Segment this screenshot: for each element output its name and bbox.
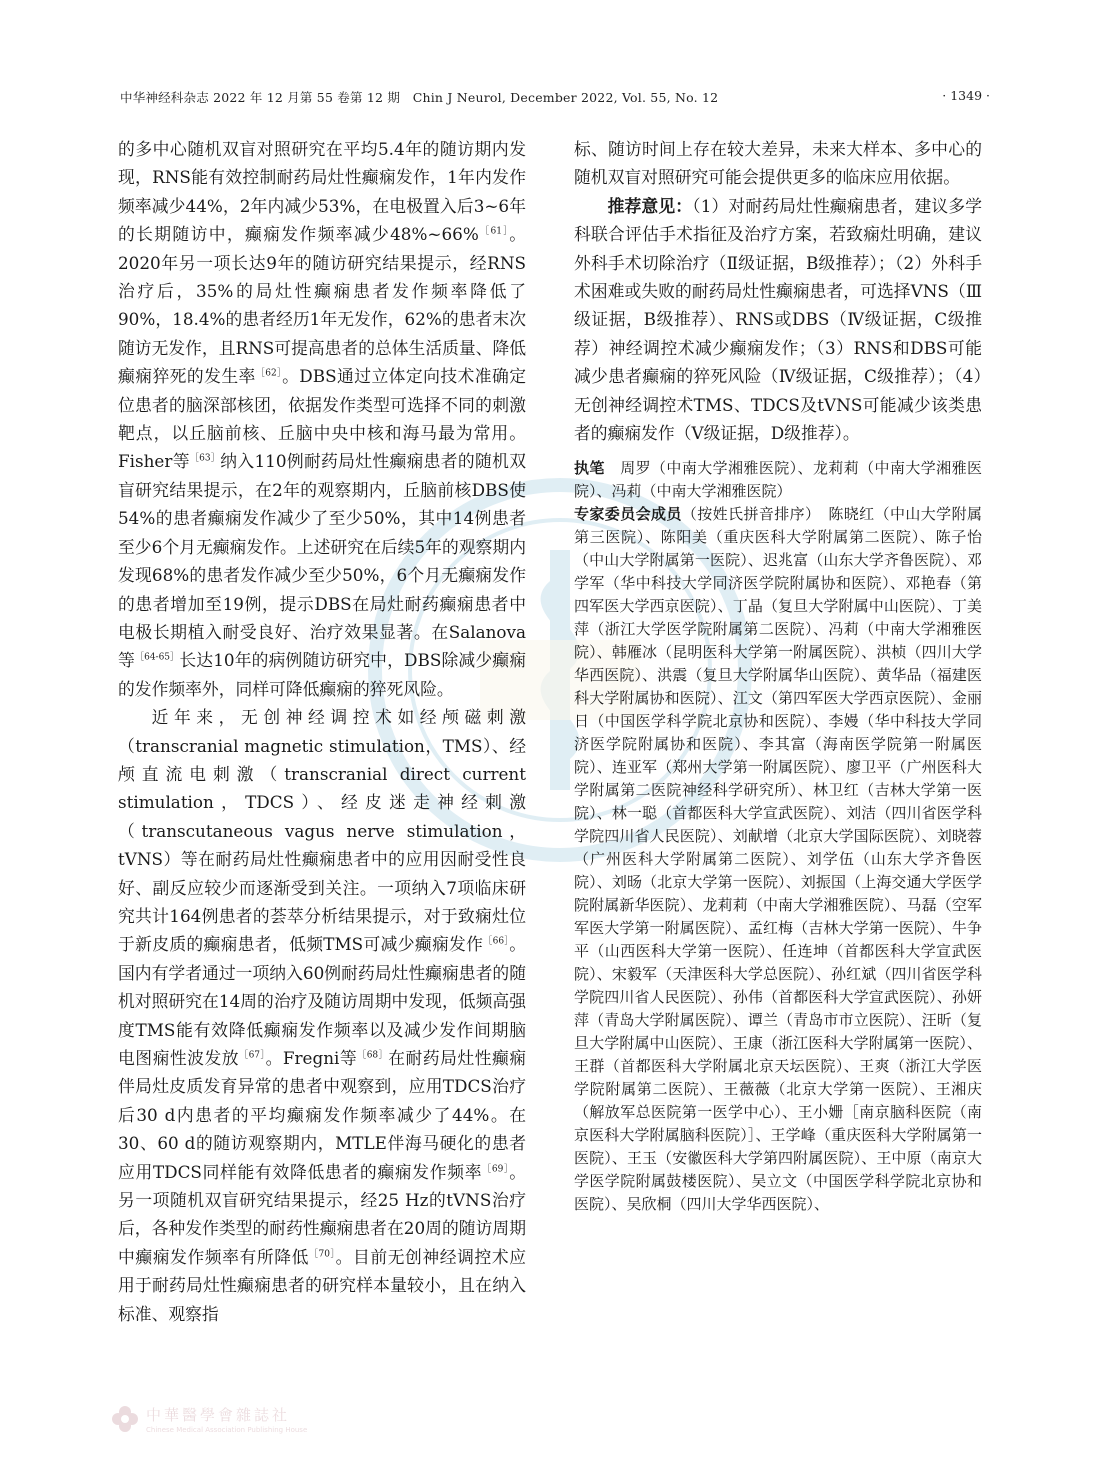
citation-67[interactable]: ［67］ bbox=[239, 1050, 266, 1061]
citation-66[interactable]: ［66］ bbox=[483, 936, 510, 947]
right-column bbox=[574, 135, 982, 1216]
publisher-name-cn: 中華醫學會雜誌社 bbox=[146, 1406, 291, 1424]
citation-62[interactable]: ［62］ bbox=[255, 368, 283, 379]
citation-70[interactable]: ［70］ bbox=[308, 1249, 336, 1260]
paragraph-noninvasive: 近年来，无创神经调控术如经颅磁刺激（transcranial magnetic stimulation，TMS）、经颅直流电刺激（transcranial direct current stimulation，TDCS）、经皮迷走神经刺激（transcutaneous vagus nerve stimulation，tVNS）等在耐药局灶性癫痫患者中的应用因耐受性良好、副反应较少而逐渐受到关注。一项纳入7项临床研究共计164例患者的荟萃分析结果提示，对于致痫灶位于新皮质的癫痫患者，低频TMS可减少癫痫发作$^{[66]}$。国内有学者通过一项纳入60例耐药局灶性癫痫患者的随机对照研究在14周的治疗及随访周期中发现，低频高强度TMS能有效降低癫痫发作频率以及减少发作间期脑电图痫性波发放$^{[67]}$。Fregni等$^{[68]}$在耐药局灶性癫痫伴局灶皮质发育异常的患者中观察到，应用TDCS治疗后30 d内患者的平均癫痫发作频率减少了44%。在30、60 d的随访观察期内，MTLE伴海马硬化的患者应用TDCS同样能有效降低患者的癫痫发作频率$^{[69]}$。另一项随机双盲研究结果提示，经25 Hz的tVNS治疗后，各种发作类型的耐药性癫痫患者在20周的随访周期中癫痫发作频率有所降低$^{[70]}$。目前无创神经调控术应用于耐药局灶性癫痫患者的研究样本量较小，且在纳入标准、观察指 bbox=[118, 707, 527, 1324]
page-number: · 1349 · bbox=[942, 88, 990, 103]
citation-64-65[interactable]: ［64-65］ bbox=[134, 652, 180, 663]
committee-paragraph: 专家委员会成员（按姓氏拼音排序） 陈晓红（中山大学附属第三医院）、陈阳美（重庆医科大学附属第二医院）、陈子怡（中山大学附属第一医院）、迟兆富（山东大学齐鲁医院）、邓学军（华中科技大学同济医学院附属协和医院）、邓艳春（第四军医大学西京医院）、丁晶（复旦大学附属中山医院）、丁美萍（浙江大学医学院附属第二医院）、冯莉（中南大学湘雅医院）、韩雁冰（昆明医科大学第一附属医院）、洪桢（四川大学华西医院）、洪震（复旦大学附属华山医院）、黄华品（福建医科大学附属协和医院）、江文（第四军医大学西京医院）、金丽日（中国医学科学院北京协和医院）、李嫚（华中科技大学同济医学院附属协和医院）、李其富（海南医学院第一附属医院）、连亚军（郑州大学第一附属医院）、廖卫平（广州医科大学附属第二医院神经科学研究所）、林卫红（吉林大学第一医院）、林一聪（首都医科大学宣武医院）、刘洁（四川省医学科学院四川省人民医院）、刘献增（北京大学国际医院）、刘晓蓉（广州医科大学附属第二医院）、刘学伍（山东大学齐鲁医院）、刘旸（北京大学第一医院）、刘振国（上海交通大学医学院附属新华医院）、龙莉莉（中南大学湘雅医院）、马磊（空军军医大学第一附属医院）、孟红梅（吉林大学第一医院）、牛争平（山西医科大学第一医院）、任连坤（首都医科大学宣武医院）、宋毅军（天津医科大学总医院）、孙红斌（四川省医学科学院四川省人民医院）、孙伟（首都医科大学宣武医院）、孙妍萍（青岛大学附属医院）、谭兰（青岛市市立医院）、汪昕（复旦大学附属中山医院）、王康（浙江医科大学附属第一医院）、王群（首都医科大学附属北京天坛医院）、王爽（浙江大学医学院附属第二医院）、王薇薇（北京大学第一医院）、王湘庆（解放军总医院第一医学中心）、王小姗［南京脑科医院（南京医科大学附属脑科医院）］、王学峰（重庆医科大学附属第一医院）、王玉（安徽医科大学第四附属医院）、王中原（南京大学医学院附属鼓楼医院）、吴立文（中国医学科学院北京协和医院）、吴欣桐（四川大学华西医院）、 bbox=[574, 505, 982, 1214]
citation-69[interactable]: ［69］ bbox=[482, 1164, 510, 1175]
committee-label: 专家委员会成员 bbox=[574, 505, 682, 524]
journal-citation: 中华神经科杂志 2022 年 12 月第 55 卷第 12 期 Chin J Neurol, December 2022, Vol. 55, No. 12 bbox=[120, 90, 719, 105]
paragraph-continuation: 标、随访时间上存在较大差异，未来大样本、多中心的随机双盲对照研究可能会提供更多的临床应用依据。 bbox=[574, 139, 982, 188]
citation-68[interactable]: ［68］ bbox=[357, 1050, 389, 1061]
left-column bbox=[118, 135, 526, 1328]
author-label: 执笔 bbox=[574, 459, 605, 478]
publisher-logo bbox=[110, 1402, 530, 1442]
author-paragraph: 执笔 周罗（中南大学湘雅医院）、龙莉莉（中南大学湘雅医院）、冯莉（中南大学湘雅医院） bbox=[574, 459, 982, 501]
recommendation-paragraph: 推荐意见：（1）对耐药局灶性癫痫患者，建议多学科联合评估手术指征及治疗方案，若致痫灶明确，建议外科手术切除治疗（Ⅱ级证据，B级推荐）；（2）外科手术困难或失败的耐药局灶性癫痫患者，可选择VNS（Ⅲ级证据，B级推荐）、RNS或DBS（Ⅳ级证据，C级推荐）神经调控术减少癫痫发作；（3）RNS和DBS可能减少患者癫痫的猝死风险（Ⅳ级证据，C级推荐）；（4）无创神经调控术TMS、TDCS及tVNS可能减少该类患者的癫痫发作（Ⅴ级证据，D级推荐）。 bbox=[574, 195, 982, 444]
publisher-name-en: Chinese Medical Association Publishing House bbox=[146, 1426, 308, 1434]
citation-63[interactable]: ［63］ bbox=[189, 453, 221, 464]
paragraph-rns-dbs: 的多中心随机双盲对照研究在平均5.4年的随访期内发现，RNS能有效控制耐药局灶性癫痫发作，1年内发作频率减少44%，2年内减少53%，在电极置入后3~6年的长期随访中，癫痫发作频率减少48%~66%$^{[61]}$。2020年另一项长达9年的随访研究结果提示，经RNS治疗后，35%的局灶性癫痫患者发作频率降低了90%，18.4%的患者经历1年无发作，62%的患者末次随访无发作，且RNS可提高患者的总体生活质量、降低癫痫猝死的发生率$^{[62]}$。DBS通过立体定向技术准确定位患者的脑深部核团，依据发作类型可选择不同的刺激靶点，以丘脑前核、丘脑中央中核和海马最为常用。Fisher等$^{[63]}$纳入110例耐药局灶性癫痫患者的随机双盲研究结果提示，在2年的观察期内，丘脑前核DBS使54%的患者癫痫发作减少了至少50%，其中14例患者至少6个月无癫痫发作。上述研究在后续5年的观察期内发现68%的患者发作减少至少50%，6个月无癫痫发作的患者增加至19例，提示DBS在局灶耐药癫痫患者中电极长期植入耐受良好、治疗效果显著。在Salanova等$^{[64-65]}$长达10年的病例随访研究中，DBS除减少癫痫的发作频率外，同样可降低癫痫的猝死风险。 bbox=[118, 139, 527, 699]
citation-61[interactable]: ［61］ bbox=[478, 226, 510, 237]
recommendation-label: 推荐意见： bbox=[607, 195, 693, 216]
publisher-flower-icon bbox=[110, 1404, 140, 1434]
running-header bbox=[120, 88, 990, 110]
